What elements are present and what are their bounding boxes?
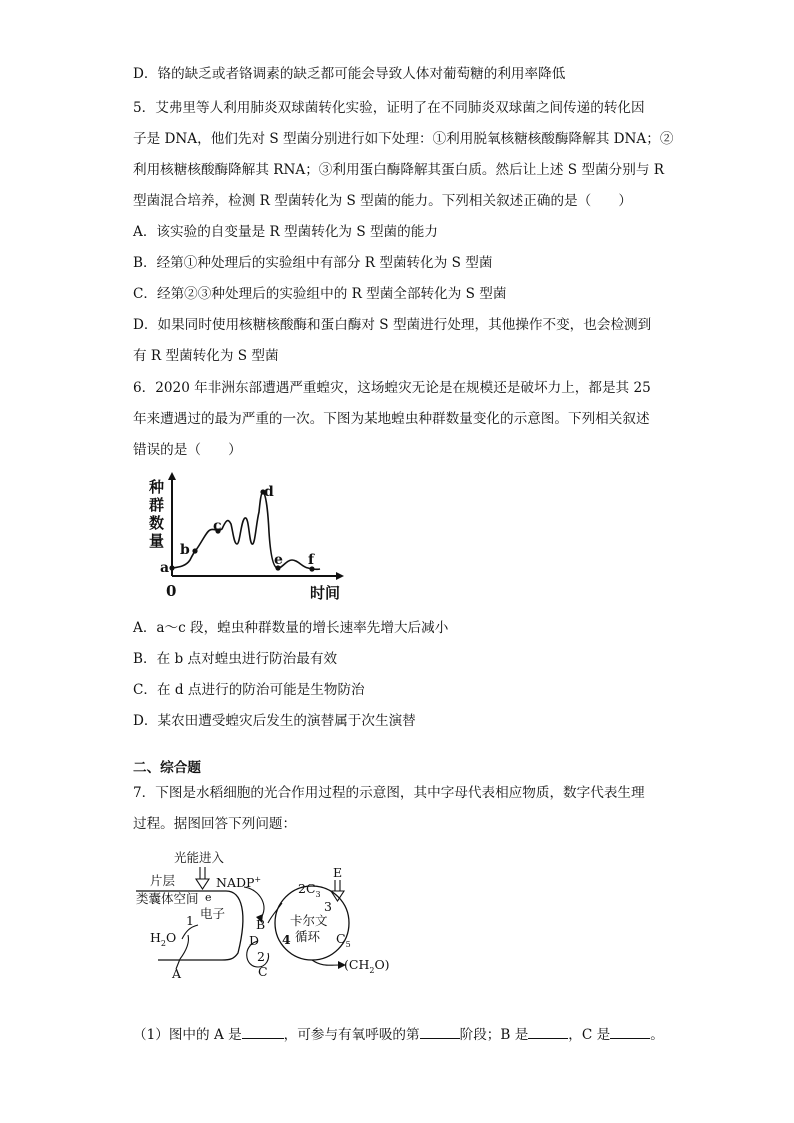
y-axis-label-char-2: 群 (149, 496, 165, 514)
water-split-branch (180, 935, 189, 959)
calvin-label-1: 卡尔文 (290, 913, 328, 928)
point-c-label: c (213, 518, 222, 534)
q6-stem-line-3: 错误的是（ ） (133, 442, 242, 458)
q7-sub1-part-4: ，C 是 (568, 1027, 611, 1043)
x-axis-label: 时间 (310, 584, 341, 602)
c5-label: $C_5$ (336, 931, 351, 949)
point-b-label: b (180, 542, 190, 558)
y-axis-label-char-4: 量 (149, 532, 165, 550)
c-label: C (258, 964, 268, 979)
q7-stem-line-2: 过程。据图回答下列问题： (133, 816, 297, 832)
q5-option-d-line-2: 有 R 型菌转化为 S 型菌 (133, 348, 279, 364)
q4-option-d: D．铬的缺乏或者铬调素的缺乏都可能会导致人体对葡萄糖的利用率降低 (133, 66, 566, 82)
d-label: D (249, 933, 260, 948)
point-f-label: f (308, 552, 315, 568)
q7-subquestion-1 (133, 1024, 664, 1045)
q5-option-d-line-1: D．如果同时使用核糖核酸酶和蛋白酶对 S 型菌进行处理，其他操作不变，也会检测到 (133, 317, 652, 333)
q5-stem-line-4: 型菌混合培养，检测 R 型菌转化为 S 型菌的能力。下列相关叙述正确的是（ ） (133, 193, 633, 209)
origin-label: 0 (166, 582, 177, 600)
q5-stem-line-2: 子是 DNA，他们先对 S 型菌分别进行如下处理：①利用脱氧核糖核酸酶降解其 DNA；② (133, 131, 674, 147)
point-a-dot (169, 565, 174, 570)
point-a-label: a (160, 560, 170, 576)
answer-blank-a[interactable] (242, 1024, 284, 1039)
membrane-curve (222, 891, 243, 960)
water-label: $H_2O$ (150, 930, 177, 948)
q6-option-c: C．在 d 点进行的防治可能是生物防治 (133, 682, 365, 698)
q7-sub1-part-2: ，可参与有氧呼吸的第 (283, 1027, 420, 1043)
electron-label: 电子 (200, 906, 226, 921)
product-arrow (312, 960, 340, 965)
q6-stem-line-1: 6．2020 年非洲东部遭遇严重蝗灾，这场蝗灾无论是在规模还是破坏力上，都是其 25 (133, 380, 651, 396)
population-curve (172, 492, 320, 569)
point-d-label: d (264, 484, 274, 500)
calvin-label-2: 循环 (295, 929, 321, 944)
a-label: A (172, 966, 182, 981)
photosynthesis-diagram (130, 843, 400, 983)
q5-option-b: B．经第①种处理后的实验组中有部分 R 型菌转化为 S 型菌 (133, 255, 493, 271)
b-label: B (256, 917, 266, 932)
q6-stem-line-2: 年来遭遇过的最为严重的一次。下图为某地蝗虫种群数量变化的示意图。下列相关叙述 (133, 411, 650, 427)
q5-option-c: C．经第②③种处理后的实验组中的 R 型菌全部转化为 S 型菌 (133, 286, 507, 302)
answer-blank-c[interactable] (610, 1024, 650, 1039)
q5-stem-line-3: 利用核糖核酸酶降解其 RNA；③利用蛋白酶降解其蛋白质。然后让上述 S 型菌分别与 R (133, 162, 664, 178)
nadp-label: NADP+ (216, 875, 262, 890)
q7-sub1-part-5: 。 (650, 1027, 664, 1043)
ch2o-label: $(CH_2O)$ (344, 957, 390, 975)
e-label: E (333, 865, 343, 880)
x-axis-arrow (336, 572, 344, 580)
process-1-label: 1 (186, 913, 194, 928)
q5-option-a: A．该实验的自变量是 R 型菌转化为 S 型菌的能力 (133, 224, 438, 240)
light-in-label: 光能进入 (174, 850, 225, 865)
electron-e-label: e (205, 891, 212, 904)
point-e-label: e (274, 552, 283, 568)
q7-sub1-part-1: （1）图中的 A 是 (133, 1027, 242, 1043)
thylakoid-label: 类囊体空间 (136, 891, 199, 906)
section-title: 二、综合题 (133, 760, 201, 776)
y-axis-label-char-1: 种 (149, 478, 165, 496)
population-curve-figure (140, 472, 350, 608)
y-axis-arrow (168, 472, 176, 480)
c3-label: $2C_3$ (298, 881, 321, 899)
process-3-label: 3 (324, 899, 332, 914)
y-axis-label-char-3: 数 (149, 514, 165, 532)
nadp-to-b-arrow (244, 887, 264, 919)
q5-stem-line-1: 5．艾弗里等人利用肺炎双球菌转化实验，证明了在不同肺炎双球菌之间传递的转化因 (133, 100, 645, 116)
q6-option-a: A．a～c 段，蝗虫种群数量的增长速率先增大后减小 (133, 620, 449, 636)
process-2-label: 2 (257, 949, 265, 964)
answer-blank-b[interactable] (528, 1024, 568, 1039)
q7-sub1-part-3: 阶段；B 是 (459, 1027, 529, 1043)
q7-stem-line-1: 7．下图是水稻细胞的光合作用过程的示意图，其中字母代表相应物质，数字代表生理 (133, 785, 645, 801)
light-arrow-head (196, 879, 209, 889)
answer-blank-stage[interactable] (420, 1024, 460, 1039)
point-b-dot (192, 548, 197, 553)
process-4-label: 4 (282, 932, 291, 947)
q6-option-d: D．某农田遭受蝗灾后发生的演替属于次生演替 (133, 713, 416, 729)
lamella-label: 片层 (150, 873, 176, 888)
q6-option-b: B．在 b 点对蝗虫进行防治最有效 (133, 651, 338, 667)
